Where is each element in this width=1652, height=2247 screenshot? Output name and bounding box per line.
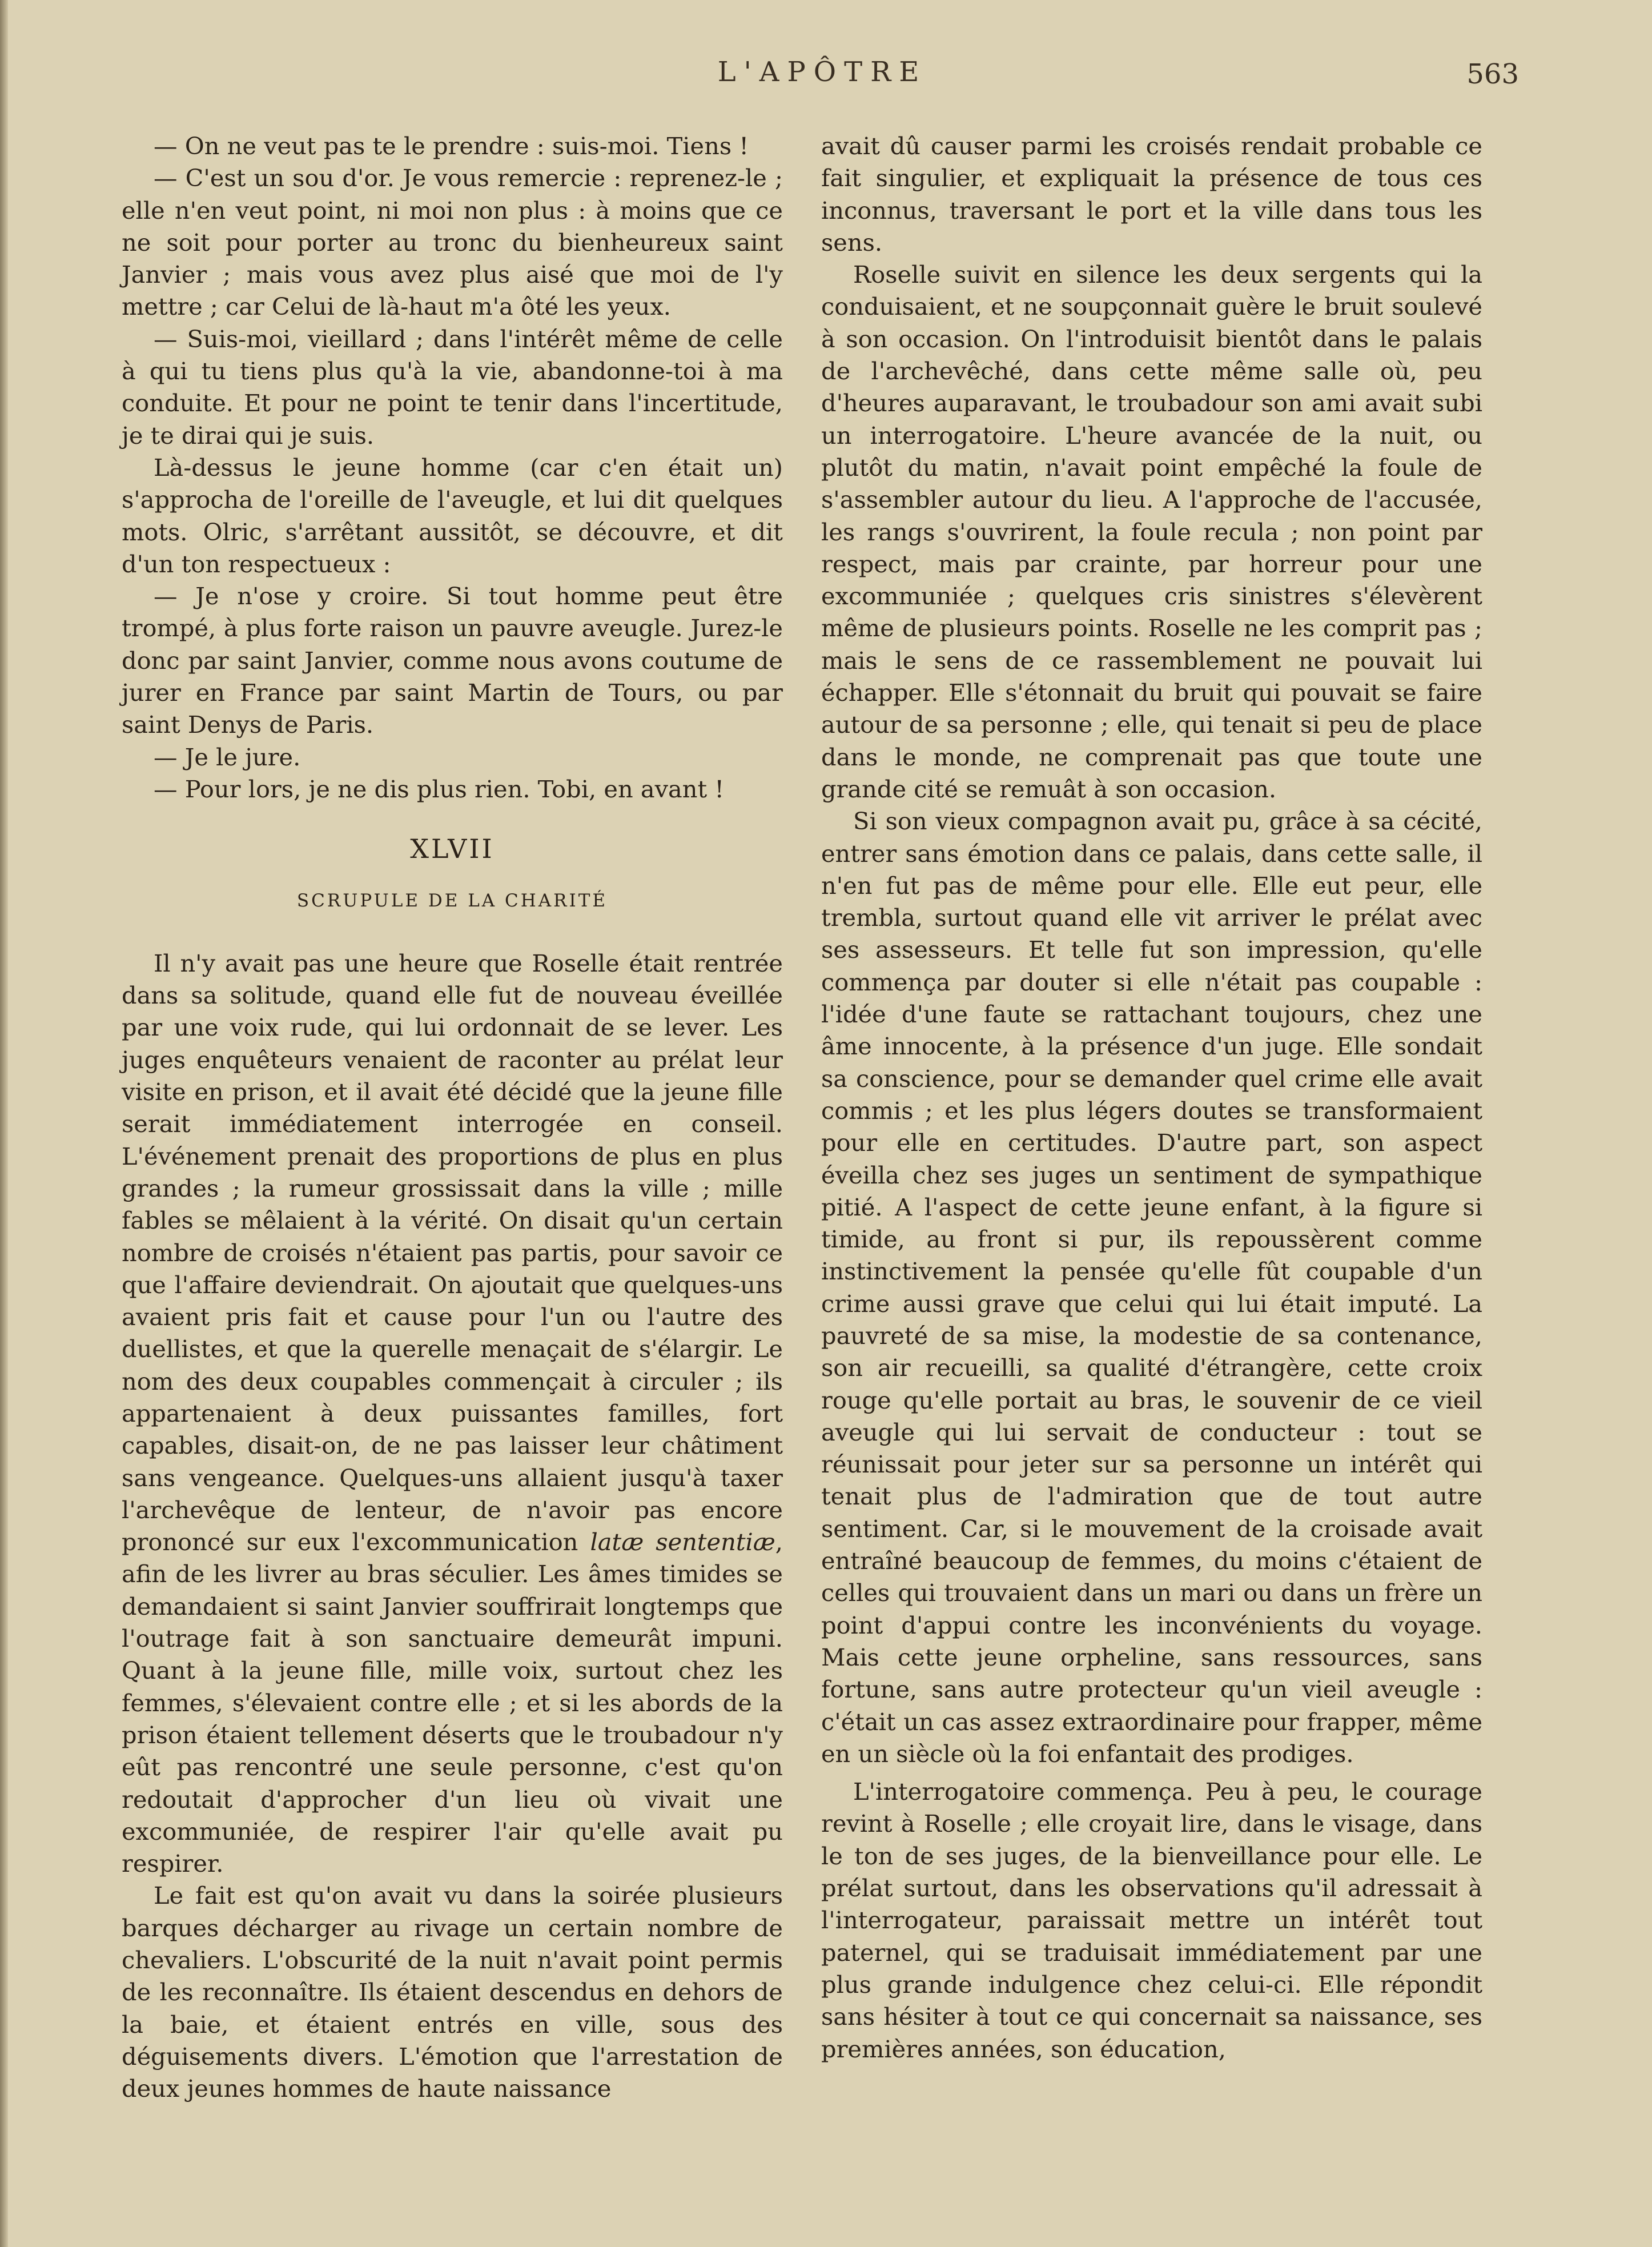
paragraph: Roselle suivit en silence les deux sergents qui la conduisaient, et ne soupçonnait guère le bruit soulevé à son occasion. On l'introduisit bientôt dans le palais de l'archevêché, dans cette même salle où, peu d'heures auparavant, le troubadour son ami avait subi un interrogatoire. L'heure avancée de la nuit, ou plutôt du matin, n'avait point empêché la foule de s'assembler autour du lieu. A l'approche de l'accusée, les rangs s'ouvrirent, la foule recula ; non point par respect, mais par crainte, par horreur pour une excommuniée ; quelques cris sinistres s'élevèrent même de plusieurs points. Roselle ne les comprit pas ; mais le sens de ce rassemblement ne pouvait lui échapper. Elle s'étonnait du bruit qui pouvait se faire autour de sa personne ; elle, qui tenait si peu de place dans le monde, ne comprenait pas que toute une grande cité se remuât à son occasion. <box>821 260 1482 803</box>
paragraph: avait dû causer parmi les croisés rendait probable ce fait singulier, et expliquait la présence de tous ces inconnus, traversant le port et la ville dans tous les sens. <box>821 132 1482 256</box>
chapter-title: SCRUPULE DE LA CHARITÉ <box>296 890 608 911</box>
paragraph: L'interrogatoire commença. Peu à peu, le courage revint à Roselle ; elle croyait lire, dans le visage, dans le ton de ses juges, de la bienveillance pour elle. Le prélat surtout, dans les observations qu'il adressait à l'interrogateur, paraissait mettre un intérêt tout paternel, qui se traduisait immédiatement par une plus grande indulgence chez celui-ci. Elle répondit sans hésiter à tout ce qui concernait sa naissance, ses premières années, son éducation, <box>821 1777 1482 2063</box>
paragraph: Si son vieux compagnon avait pu, grâce à sa cécité, entrer sans émotion dans ce palais, dans cette salle, il n'en fut pas de même pour elle. Elle eut peur, elle trembla, surtout quand elle vit arriver le prélat avec ses assesseurs. Et telle fut son impression, qu'elle commença par douter si elle n'était pas coupable : l'idée d'une faute se rattachant toujours, chez une âme innocente, à la présence d'un juge. Elle sondait sa conscience, pour se demander quel crime elle avait commis ; et les plus légers doutes se transformaient pour elle en certitudes. D'autre part, son aspect éveilla chez ses juges un sentiment de sympathique pitié. A l'aspect de cette jeune enfant, à la figure si timide, au front si pur, ils repoussèrent comme instinctivement la pensée qu'elle fût coupable d'un crime aussi grave que celui qui lui était imputé. La pauvreté de sa mise, la modestie de sa contenance, son air recueilli, sa qualité d'étrangère, cette croix rouge qu'elle portait au bras, le souvenir de ce vieil aveugle qui lui servait de conducteur : tout se réunissait pour jeter sur sa personne un intérêt qui tenait plus de l'admiration que de tout autre sentiment. Car, si le mouvement de la croisade avait entraîné beaucoup de femmes, du moins c'étaient de celles qui trouvaient dans un mari ou dans un frère un point d'appui contre les inconvénients du voyage. Mais cette jeune orpheline, sans ressources, sans fortune, sans autre protecteur qu'un vieil aveugle : c'était un cas assez extraordinaire pour frapper, même en un siècle où la foi enfantait des prodiges. <box>821 807 1482 1768</box>
left-column <box>122 130 783 2105</box>
right-column <box>821 130 1482 2065</box>
paragraph: — Je le jure. <box>154 743 301 771</box>
running-title: L'APÔTRE <box>717 56 927 88</box>
paragraph: — C'est un sou d'or. Je vous remercie : reprenez-le ; elle n'en veut point, ni moi non plus : à moins que ce ne soit pour porter au tronc du bienheureux saint Janvier ; mais vous avez plus aisé que moi de l'y mettre ; car Celui de là-haut m'a ôté les yeux. <box>122 164 783 321</box>
paragraph: — Je n'ose y croire. Si tout homme peut être trompé, à plus forte raison un pauvre aveugle. Jurez-le donc par saint Janvier, comme nous avons coutume de jurer en France par saint Martin de Tours, ou par saint Denys de Paris. <box>122 582 783 739</box>
paragraph: — Pour lors, je ne dis plus rien. Tobi, en avant ! <box>154 775 725 803</box>
paragraph <box>122 948 783 1880</box>
paragraph: — On ne veut pas te le prendre : suis-moi. Tiens ! <box>154 132 749 160</box>
paragraph: Là-dessus le jeune homme (car c'en était un) s'approcha de l'oreille de l'aveugle, et lui dit quelques mots. Olric, s'arrêtant aussitôt, se découvre, et dit d'un ton respectueux : <box>122 453 783 578</box>
page-header <box>114 56 1530 102</box>
page-number: 563 <box>1466 58 1519 90</box>
paragraph-text: , afin de les livrer au bras séculier. Les âmes timides se demandaient si saint Janvier souffrirait longtemps que l'outrage fait à son sanctuaire demeurât impuni. Quant à la jeune fille, mille voix, surtout chez les femmes, s'élevaient contre elle ; et si les abords de la prison étaient tellement déserts que le troubadour n'y eût pas rencontré une seule personne, c'est qu'on redoutait d'approcher d'un lieu où vivait une excommuniée, de respirer l'air qu'elle avait pu respirer. <box>122 1528 783 1878</box>
page-edge <box>0 0 8 2247</box>
latin-phrase: latæ sententiæ <box>590 1528 775 1556</box>
paragraph: — Suis-moi, vieillard ; dans l'intérêt même de celle à qui tu tiens plus qu'à la vie, abandonne-toi à ma conduite. Et pour ne point te tenir dans l'incertitude, je te dirai qui je suis. <box>122 324 783 450</box>
paragraph-text: Il n'y avait pas une heure que Roselle était rentrée dans sa solitude, quand elle fut de nouveau éveillée par une voix rude, qui lui ordonnait de se lever. Les juges enquêteurs venaient de raconter au prélat leur visite en prison, et il avait été décidé que la jeune fille serait immédiatement interrogée en conseil. L'événement prenait des proportions de plus en plus grandes ; la rumeur grossissait dans la ville ; mille fables se mêlaient à la vérité. On disait qu'un certain nombre de croisés n'étaient pas partis, pour savoir ce que l'affaire deviendrait. On ajoutait que quelques-uns avaient pris fait et cause pour l'un ou l'autre des duellistes, et que la querelle menaçait de s'élargir. Le nom des deux coupables commençait à circuler ; ils appartenaient à deux puissantes familles, fort capables, disait-on, de ne pas laisser leur châtiment sans vengeance. Quelques-uns allaient jusqu'à taxer l'archevêque de lenteur, de n'avoir pas encore prononcé sur eux l'excommunication <box>122 949 783 1556</box>
chapter-number: XLVII <box>410 833 495 865</box>
paragraph: Le fait est qu'on avait vu dans la soirée plusieurs barques décharger au rivage un certain nombre de chevaliers. L'obscurité de la nuit n'avait point permis de les reconnaître. Ils étaient descendus en dehors de la baie, et étaient entrés en ville, sous des déguisements divers. L'émotion que l'arrestation de deux jeunes hommes de haute naissance <box>122 1881 783 2103</box>
